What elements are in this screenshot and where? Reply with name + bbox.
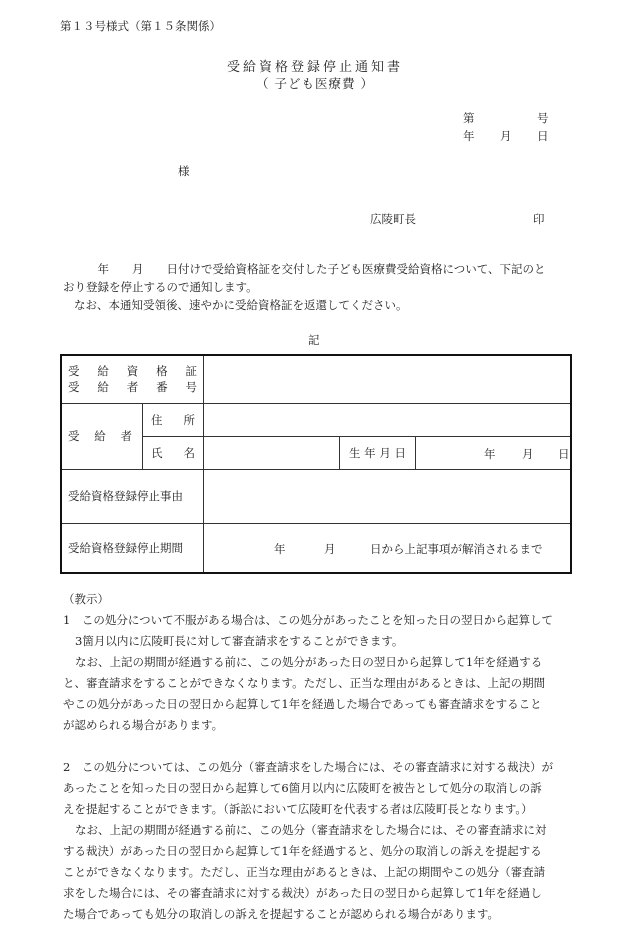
suspension-period-label: 受給資格登録停止期間 — [61, 523, 204, 573]
notice-item-1-line: 1 この処分について不服がある場合は、この処分があったことを知った日の翌日から起算して — [63, 613, 553, 627]
notice-item-1-line: が認められる場合があります。 — [63, 718, 224, 732]
notice-item-2-line: た場合であっても処分の取消しの訴えを提起することが認められる場合があります。 — [63, 907, 499, 921]
notice-item-2-line: あったことを知った日の翌日から起算して6箇月以内に広陵町を被告として処分の取消しの訴 — [63, 781, 542, 795]
document-subtitle: （ 子ども医療費 ） — [256, 76, 374, 91]
notice-item-1-line: 3箇月以内に広陵町長に対して審査請求をすることができます。 — [75, 634, 404, 648]
date-day: 日 — [537, 129, 549, 143]
registration-table — [60, 354, 572, 574]
dob-label: 生 年 月 日 — [340, 436, 416, 469]
dob-value: 年 月 日 — [416, 436, 572, 469]
seal-mark: 印 — [533, 212, 545, 226]
notice-section — [63, 589, 583, 925]
notice-heading: （教示） — [63, 592, 109, 606]
notice-item-2-line: 2 この処分については、この処分（審査請求をした場合には、その審査請求に対する裁決）が — [63, 760, 554, 774]
body-line-1: 年 月 日付けで受給資格証を交付した子ども医療費受給資格について、下記のと — [63, 262, 546, 276]
date-month: 月 — [500, 129, 512, 143]
cert-number-value — [204, 355, 572, 403]
doc-number-prefix: 第 — [463, 111, 475, 125]
notice-item-2-line: 求をした場合には、その審査請求に対する裁決）があった日の翌日から起算して1年を経過し — [63, 886, 542, 900]
suspension-reason-value — [204, 469, 572, 523]
notice-item-1-line: と、審査請求をすることができなくなります。ただし、正当な理由があるときは、上記の期間 — [63, 676, 546, 690]
address-value — [204, 403, 572, 436]
name-value — [204, 436, 340, 469]
document-title: 受給資格登録停止通知書 — [226, 60, 403, 75]
doc-number-suffix: 号 — [537, 111, 549, 125]
body-line-2: おり登録を停止するので通知します。 — [63, 280, 258, 294]
notice-item-2-line: する裁決）があった日の翌日から起算して1年を経過すると、処分の取消しの訴えを提起する — [63, 844, 542, 858]
notice-item-2-line: なお、上記の期間が経過する前に、この処分（審査請求をした場合には、その審査請求に対 — [75, 823, 547, 837]
notice-item-1-line: やこの処分があった日の翌日から起算して1年を経過した場合であっても審査請求をすること — [63, 697, 542, 711]
suspension-reason-label: 受給資格登録停止事由 — [61, 469, 204, 523]
recipient-label: 受 給 者 — [61, 403, 143, 469]
notice-item-1-line: なお、上記の期間が経過する前に、この処分があった日の翌日から起算して1年を経過する — [75, 655, 543, 669]
suspension-period-value: 年 月 日から上記事項が解消されるまで — [204, 523, 572, 573]
cert-number-label: 受 給 資 格 証 受 給 者 番 号 — [61, 355, 204, 403]
issuer-name: 広陵町長 — [370, 212, 416, 226]
address-label: 住 所 — [143, 403, 204, 436]
body-line-3: なお、本通知受領後、速やかに受給資格証を返還してください。 — [74, 298, 408, 312]
date-year: 年 — [463, 129, 475, 143]
notice-item-2-line: ことができなくなります。ただし、正当な理由があるときは、上記の期間やこの処分（審査請 — [63, 865, 546, 879]
addressee-suffix: 様 — [178, 164, 190, 178]
ki-label: 記 — [308, 333, 320, 347]
name-label: 氏 名 — [143, 436, 204, 469]
form-number: 第１３号様式（第１５条関係） — [60, 19, 221, 33]
notice-item-2-line: えを提起することができます。（訴訟において広陵町を代表する者は広陵町長となります。） — [63, 802, 533, 816]
